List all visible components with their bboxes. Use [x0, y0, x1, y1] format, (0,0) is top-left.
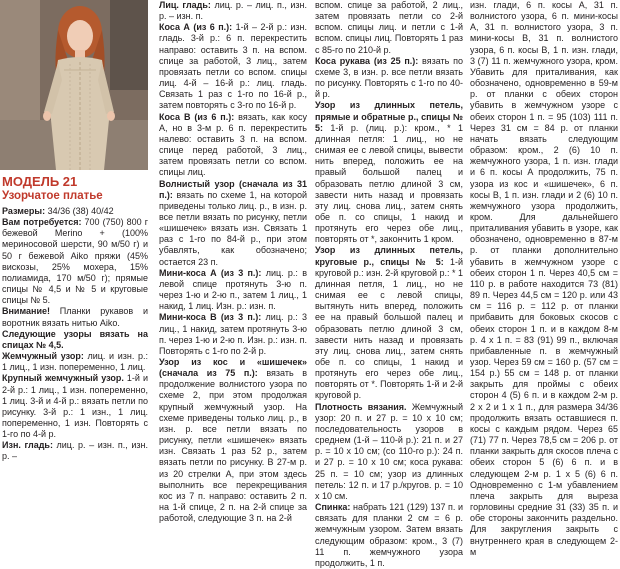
- paragraph: [159, 179, 307, 268]
- paragraph-heading: Вам потребуется:: [2, 217, 82, 228]
- paragraph-text: лиц. р. – лиц. п., изн. р. – изн. п.: [159, 0, 307, 22]
- model-number: МОДЕЛЬ 21: [2, 174, 78, 189]
- paragraph: [2, 440, 148, 462]
- paragraph: [315, 245, 463, 401]
- paragraph: [2, 217, 148, 306]
- paragraph: [315, 402, 463, 502]
- paragraph-text: Планки рукавов и воротник вязать нитью Aiko.: [2, 306, 148, 328]
- paragraph-heading: Плотность вязания.: [315, 401, 407, 412]
- paragraph-heading: Мини-коса А (из 3 п.):: [159, 267, 262, 278]
- paragraph-text: лиц. и изн. р.: 1 лиц., 1 изн. попеременно, 1 лиц.: [2, 351, 148, 373]
- paragraph-text: 700 (750) 800 г бежевой Merino + (100% мериносовой шерсти, 90 м/50 г) и 50 г бежевой Aiko пряжи (45% вискозы, 25% мохера, 15% полиамида, 170 м/50 г); прямые спицы № 4,5 и № 5 и круговые спицы № 5.: [2, 217, 149, 306]
- paragraph-heading: Узор из длинных петель, круговые р., спицы № 5:: [315, 245, 463, 267]
- paragraph-heading: Изн. гладь:: [2, 440, 53, 451]
- paragraph-text: лиц. р.: в левой спице протянуть 3-ю п. через 1-ю и 2-ю п., затем 1 лиц., 1 накид, 1 лиц. Изн. р.: изн. п.: [159, 267, 307, 312]
- column-2: [159, 0, 307, 524]
- paragraph-heading: Крупный жемчужный узор.: [2, 373, 124, 384]
- paragraph-text: вязать в продолжение волнистого узора по схеме 2, при этом продолжая крупный жемчужный узор. На схеме приведены только лиц. р., в изн. р. все петли вязать по рисунку, петли «шишечек» вязать изн. Связать 1 раз 52 р., затем вязать петли по рисунку. В 27-м р. из 20 стрелки А, при этом здесь выполнить все перекрещивания кос из 7 п. направо: оставить 2 п. на 1-й спице, 2 п. на 2-й спице за работой, следующие 3 п. на 2-й: [159, 368, 307, 524]
- paragraph-heading: Коса А (из 6 п.):: [159, 22, 233, 33]
- paragraph: [2, 206, 148, 217]
- paragraph-text: 1-й р. (лиц. р.): кром., * 1 длинная петля: 1 лиц., но не снимая ее с левой спицы, вывести нить вперед, положить ее на правый большой палец и образовать петлю длиной 3 см, завести нить назад и провязать эту лиц. снова лиц., затем снять обе п. со спицы, 1 накид и протянуть его через обе лиц., повторять от *, закончить 1 кром.: [315, 122, 463, 245]
- paragraph-heading: Узор из кос и «шишечек» (сначала из 75 п.):: [159, 357, 307, 379]
- paragraph-heading: Коса рукава (из 25 п.):: [315, 55, 419, 66]
- paragraph-text: изн. глади, 6 п. косы А, 31 п. волнистого узора, 6 п. мини-косы А, 31 п. волнистого узора, 3 п. мини-косы В, 31 п. волнистого узора, 6 п. косы В, 1 п. изн. глади, 3 (7) 11 п. жемчужного узора, кром. Убавить для приталивания, как обозначено, одновременно в 59-м р. от планки с обеих сторон убавить в жемчужном узоре с обеих сторон 1 п. = 95 (103) 111 п. Через 31 см = 84 р. от планки начать вязать следующим образом: кром., 2 (6) 10 п. жемчужного узора, 1 п. изн. глади и 6 п. косы А продолжить, 75 п. узора из кос и «шишечек», 6 п. косы В, 1 п. изн. глади и 2 (6) 10 п. жемчужного узора продолжить, кром. Для дальнейшего приталивания убавить в узоре, как обозначено, одновременно в 87-м р. от планки дополнительно убавить в жемчужном узоре с обеих сторон 1 п. Через 40,5 см = 110 р. в работе находится 73 (81) 89 п. Через 44,5 см = 120 р. или 43 см = 116 р. = 112 р. от планки прибавить для боковых скосов с обеих сторон 1 п. и в каждом 8-м р. 4 х 1 п. = 83 (91) 99 п., включая прибавленные п. в жемчужный узор. Через 59 см = 160 р. (57 см = 154 р.) 55 см = 148 р. от планки закрыть для проймы с обеих сторон 4 (5) 6 п. и в каждом 2-м р. 2 х 2 и 1 х 1 п., для размера 34/36 продолжить вязать оставшиеся п. косы с каждым рядом. Через 65 (71) 77 п. Через 78,5 см = 206 р. от планки закрыть для скосов плеча с обеих сторон 5 (6) 6 п. и в следующем 2-м р. 1 х 5 (6) 6 п. Одновременно с 1-м убавлением плеча закрыть для выреза горловины средние 31 (33) 35 п. и обе стороны закончить раздельно. Для закругления закрыть с внутреннего края в следующем 2-м: [470, 0, 618, 557]
- paragraph-text: вязать по схеме 1, на которой приведены только лиц. р., в изн. р. все петли вязать по рисунку, петли «шишечек» вязать изн. Связать 1 раз с 1-го по 84-й р., при этом убавлять, как обозначено; остается 23 п.: [159, 189, 307, 267]
- paragraph-text: 1-й круговой р.: изн. 2-й круговой р.: * 1 длинная петля, 1 лиц., но не снимая ее с левой спицы, вытянуть нить вперед, положить ее на правый большой палец и образовать петлю длиной 3 см, завести нить назад и провязать эту лиц. снова лиц., затем снять обе п. со спицы, 1 накид и протянуть его через обе лиц., повторять от *. Повторять 1-й и 2-й круговой р.: [315, 256, 463, 401]
- paragraph: [159, 112, 307, 179]
- column-4-text: [470, 0, 618, 558]
- paragraph-heading: Спинка:: [315, 502, 351, 513]
- paragraph-heading: Внимание!: [2, 306, 50, 317]
- paragraph-text: 34/36 (38) 40/42: [45, 206, 114, 216]
- column-2-text: [159, 0, 307, 524]
- paragraph-heading: Лиц. гладь:: [159, 0, 211, 10]
- column-1-text: [2, 206, 148, 463]
- paragraph-heading: Волнистый узор (сначала из 31 п.):: [159, 178, 307, 200]
- paragraph: [159, 22, 307, 111]
- paragraph-heading: Узор из длинных петель, прямые и обратные р., спицы № 5:: [315, 100, 463, 133]
- column-1: [2, 174, 148, 468]
- paragraph-heading: Жемчужный узор:: [2, 351, 84, 362]
- paragraph: [315, 502, 463, 569]
- paragraph-text: лиц. р.: 3 лиц., 1 накид, затем протянуть 3-ю п. через 1-ю и 2-ю п. Изн. р.: изн. п. Повторять с 1-го по 2-й р.: [159, 312, 307, 356]
- paragraph: [159, 0, 307, 22]
- column-3-text: [315, 0, 463, 569]
- paragraph: [159, 268, 307, 313]
- column-3: [315, 0, 463, 568]
- paragraph-text: вязать по схеме 3, в изн. р. все петли вязать по рисунку. Повторять с 1-го по 40-й р.: [315, 55, 463, 100]
- paragraph-text: 1-й и 2-й р.: 1 лиц., 1 изн. попеременно, 1 лиц. 3-й и 4-й р.: вязать петли по рисунку. 3-й р.: 1 изн., 1 лиц. попеременно, 1 изн. Повторять с 1-го по 4-й р.: [2, 373, 148, 440]
- model-title: Узорчатое платье: [2, 190, 103, 202]
- paragraph: [159, 357, 307, 524]
- paragraph: [159, 312, 307, 357]
- paragraph-text: вспом. спице за работой, 2 лиц., затем провязать петли со 2-й вспом. спицы лиц. и петли с 1-й вспом. спицы лиц. Повторять 1 раз с 85-го по 210-й р.: [315, 0, 463, 55]
- paragraph: [315, 100, 463, 245]
- paragraph-text: набрать 121 (129) 137 п. и связать для планки 2 см = 6 р. жемчужным узором. Затем вязать следующим образом: кром., 3 (7) 11 п. жемчужного узора продолжить, 1 п.: [315, 502, 463, 568]
- paragraph: [2, 329, 148, 351]
- paragraph-text: лиц. р. – изн. п., изн. р. –: [2, 440, 148, 462]
- paragraph-heading: Коса В (из 6 п.):: [159, 111, 235, 122]
- paragraph-text: вязать, как косу А, но в 3-м р. 6 п. перекрестить налево: оставить 3 п. на вспом. спице перед работой, 3 лиц., затем провязать петли со вспом. спицы лиц.: [159, 111, 307, 178]
- paragraph: [315, 56, 463, 101]
- paragraph: [2, 306, 148, 328]
- paragraph: [315, 0, 463, 56]
- paragraph: [2, 373, 148, 440]
- column-4: [470, 0, 618, 557]
- model-figure-image: [0, 0, 148, 170]
- paragraph-text: 1-й – 2-й р.: изн. гладь. 3-й р.: 6 п. перекрестить направо: оставить 3 п. на вспом. спице за работой, 3 лиц., затем провязать петли со вспом. спицы лиц. 4-й – 16-й р.: лиц. гладь. Связать 1 раз с 1-го по 16-й р., затем повторять с 3-го по 16-й р.: [159, 22, 307, 111]
- model-photo: [0, 0, 148, 170]
- paragraph-heading: Следующие узоры вязать на спицах № 4,5.: [2, 328, 148, 350]
- paragraph-heading: Мини-коса В (из 3 п.):: [159, 312, 262, 323]
- paragraph: [470, 0, 618, 558]
- paragraph-text: Жемчужный узор: 20 п. и 27 р. = 10 х 10 см; последовательность узоров в среднем (1-й – 110-й р.): 21 п. и 27 р. = 10 х 10 см; (со 110-го р.): 24 п. и 27 р. = 10 х 10 см; коса рукава: 25 п. = 10 см; узор из длинных петель: 12 п. и 17 р./кругов. р. = 10 х 10 см.: [315, 401, 463, 501]
- paragraph-heading: Размеры:: [2, 206, 46, 216]
- paragraph: [2, 351, 148, 373]
